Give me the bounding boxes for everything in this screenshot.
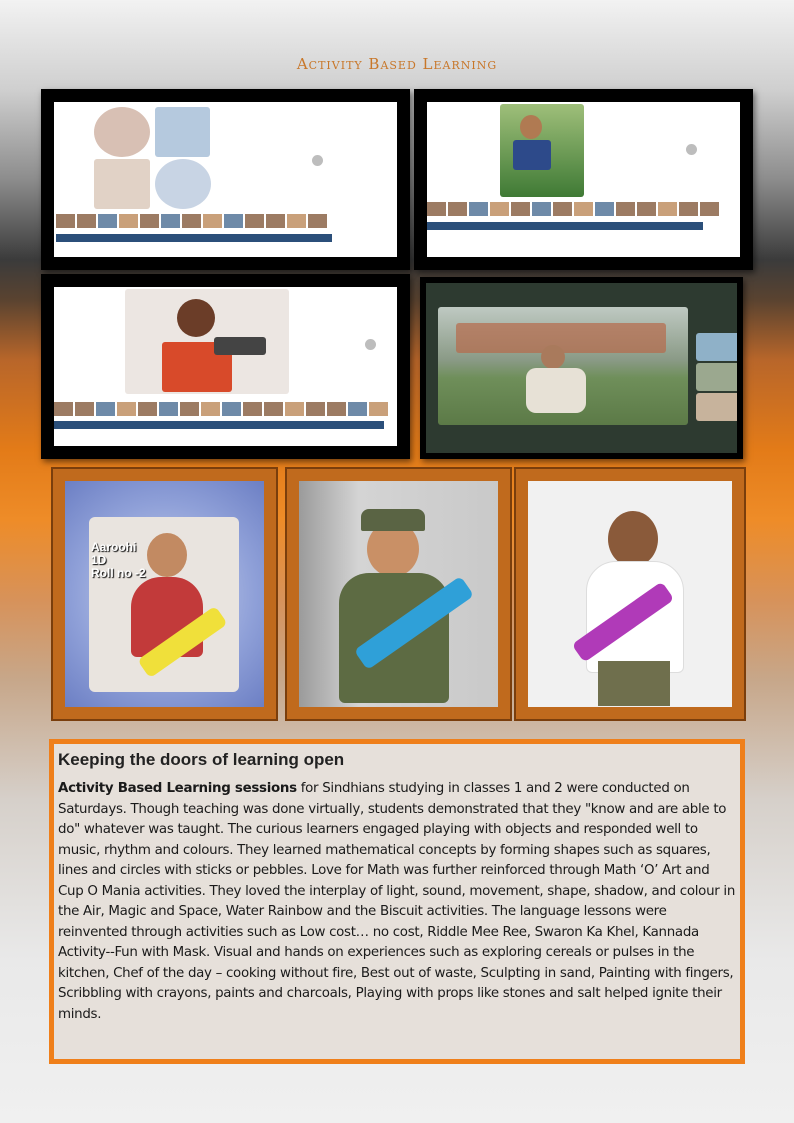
student-photo-1 xyxy=(51,467,278,721)
overlay-roll: Roll no -2 xyxy=(91,566,146,580)
overlay-name: Aaroohi xyxy=(91,540,137,554)
overlay-class: 1D xyxy=(91,553,107,567)
screenshot-online-class-3 xyxy=(41,274,410,459)
article-heading: Keeping the doors of learning open xyxy=(58,750,345,769)
article-box xyxy=(49,739,745,1064)
screenshot-video-call xyxy=(420,277,743,459)
screenshot-online-class-1 xyxy=(41,89,410,270)
page-title: Activity Based Learning xyxy=(296,55,498,73)
screenshot-online-class-2 xyxy=(414,89,753,270)
photo-overlay-label xyxy=(91,541,146,580)
article-lead: Activity Based Learning sessions xyxy=(58,781,297,796)
student-photo-3 xyxy=(514,467,746,721)
article-body xyxy=(58,779,736,1025)
student-photo-2 xyxy=(285,467,512,721)
article-text: for Sindhians studying in classes 1 and 2 were conducted on Saturdays. Though teaching was done virtually, students demonstrated that they "know and are able to do" whatever was taught. The curious learners engaged playing with objects and responded well to music, rhythm and colours. They learned mathematical concepts by forming shapes such as squares, lines and circles with sticks or pebbles. Love for Math was further reinforced through Math ‘O’ Art and Cup O Mania activities. They loved the interplay of light, sound, movement, shape, shadow, and colour in the Air, Magic and Space, Water Rainbow and the Biscuit activities. The language lessons were reinvented through activities such as Low cost… no cost, Riddle Mee Ree, Swaron Ka Khel, Kannada Activity--Fun with Mask. Visual and hands on experiences such as exploring cereals or pulses in the kitchen, Chef of the day – cooking without fire, Best out of waste, Sculpting in sand, Painting with fingers, Scribbling with crayons, paints and charcoals, Playing with props like stones and salt helped ignite their minds. xyxy=(58,781,736,1022)
